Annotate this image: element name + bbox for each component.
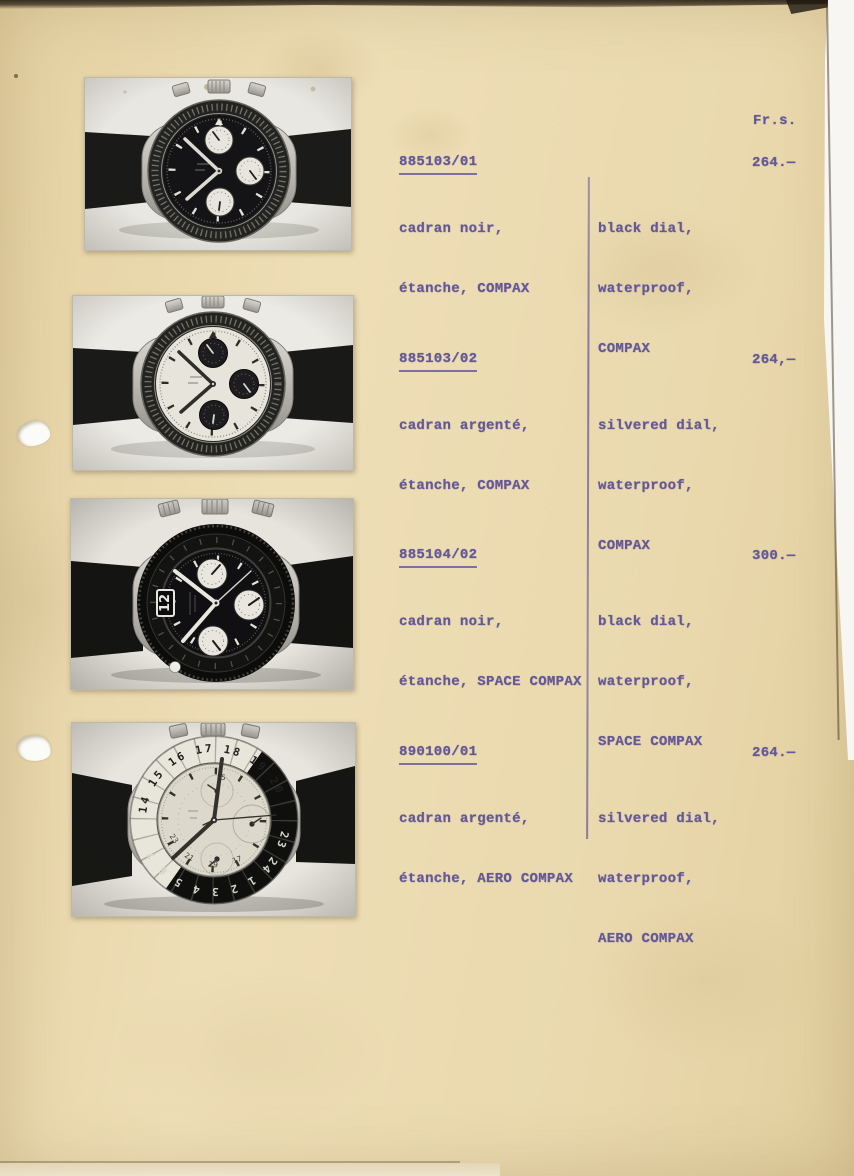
- description-english: [598, 179, 694, 399]
- text-line: cadran argenté,: [399, 418, 530, 434]
- description-english: [598, 376, 720, 596]
- photo-vignette: [72, 723, 355, 916]
- text-line: waterproof,: [598, 478, 694, 494]
- price-value: 264.—: [752, 155, 796, 171]
- photo-vignette: [71, 499, 353, 689]
- description-french: [399, 572, 582, 732]
- text-line: AERO COMPAX: [598, 931, 694, 947]
- ink-speck: [14, 74, 18, 78]
- watch-illustration-space-compax: [71, 499, 353, 689]
- watch-illustration-silver-compax: [73, 296, 353, 470]
- price-value: 264.—: [752, 745, 796, 761]
- photo-885103-02: [72, 295, 354, 471]
- text-line: étanche, AERO COMPAX: [399, 871, 574, 887]
- watch-illustration-aero-compax: [72, 723, 355, 916]
- price-value: 300.—: [752, 548, 796, 564]
- photo-885103-01: [84, 77, 352, 251]
- reference-number: 885104/02: [399, 545, 477, 568]
- description-french: [399, 769, 573, 929]
- photo-vignette: [85, 78, 351, 250]
- price-value: 264,—: [752, 352, 796, 368]
- punch-hole-bottom: [16, 733, 53, 762]
- watch-illustration-black-compax: [85, 78, 351, 250]
- reference-number: 890100/01: [399, 742, 477, 765]
- text-line: cadran noir,: [399, 221, 504, 237]
- currency-header: Fr.s.: [753, 113, 797, 129]
- reference-number: 885103/02: [399, 349, 477, 372]
- photo-890100-01: [71, 722, 356, 917]
- text-line: SPACE COMPAX: [598, 734, 703, 750]
- photo-vignette: [73, 296, 353, 470]
- page-top-edge: [0, 0, 832, 9]
- description-french: [399, 179, 530, 339]
- text-line: silvered dial,: [598, 418, 720, 434]
- page-bottom-edge: [0, 1163, 500, 1176]
- text-line: cadran noir,: [399, 614, 504, 630]
- description-english: [598, 572, 702, 792]
- punch-hole-top: [15, 418, 52, 448]
- column-divider-line: [586, 177, 590, 839]
- text-line: COMPAX: [598, 538, 651, 554]
- reference-number: 885103/01: [399, 152, 477, 175]
- text-line: étanche, COMPAX: [399, 281, 530, 297]
- page-top-right-corner-mark: [786, 0, 830, 14]
- description-french: [399, 376, 530, 536]
- description-english: [598, 769, 720, 989]
- text-line: étanche, COMPAX: [399, 478, 530, 494]
- text-line: cadran argenté,: [399, 811, 530, 827]
- text-line: étanche, SPACE COMPAX: [399, 674, 582, 690]
- text-line: silvered dial,: [598, 811, 720, 827]
- photo-885104-02: [70, 498, 354, 690]
- text-line: waterproof,: [598, 281, 694, 297]
- text-line: waterproof,: [598, 871, 694, 887]
- text-line: black dial,: [598, 221, 694, 237]
- text-line: waterproof,: [598, 674, 694, 690]
- text-line: black dial,: [598, 614, 694, 630]
- text-line: COMPAX: [598, 341, 651, 357]
